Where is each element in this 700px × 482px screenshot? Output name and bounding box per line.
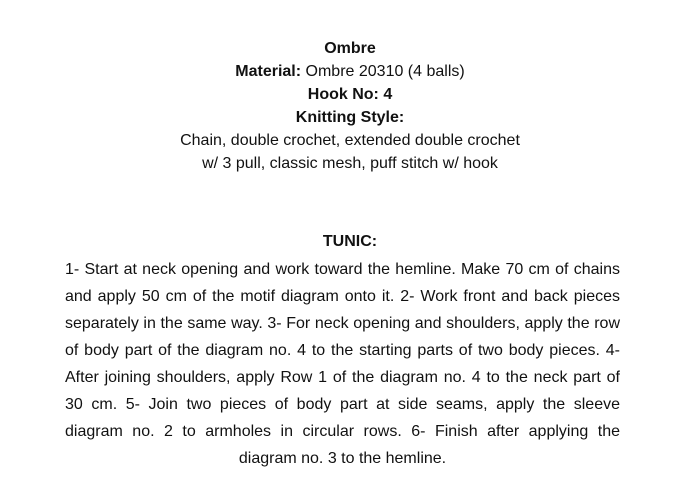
material-label: Material: (235, 63, 302, 80)
tunic-instructions: 1- Start at neck opening and work toward the hemline. Make 70 cm of chains and apply 50 cm of the motif diagram onto it. 2- Work front and back pieces separately in the same way. 3- For neck opening and shoulders, apply the row of body part of the diagram no. 4 to the starting parts of two body pieces. 4- After joining shoulders, apply Row 1 of the diagram no. 4 to the neck part of 30 cm. 5- Join two pieces of body part at side seams, apply the sleeve diagram no. 2 to armholes in circular rows. 6- Finish after applying the diagram no. 3 to the hemline. (65, 261, 620, 467)
pattern-title: Ombre (324, 40, 376, 57)
pattern-header (0, 37, 700, 175)
tunic-heading: TUNIC: (322, 233, 378, 250)
knitting-style-line-2: w/ 3 pull, classic mesh, puff stitch w/ hook (202, 155, 498, 172)
hook-number: Hook No: 4 (307, 86, 393, 103)
knitting-style-label: Knitting Style: (295, 109, 405, 126)
material-value: Ombre 20310 (4 balls) (301, 63, 465, 80)
knitting-style-line-1: Chain, double crochet, extended double crochet (180, 132, 520, 149)
material-line (0, 60, 700, 83)
